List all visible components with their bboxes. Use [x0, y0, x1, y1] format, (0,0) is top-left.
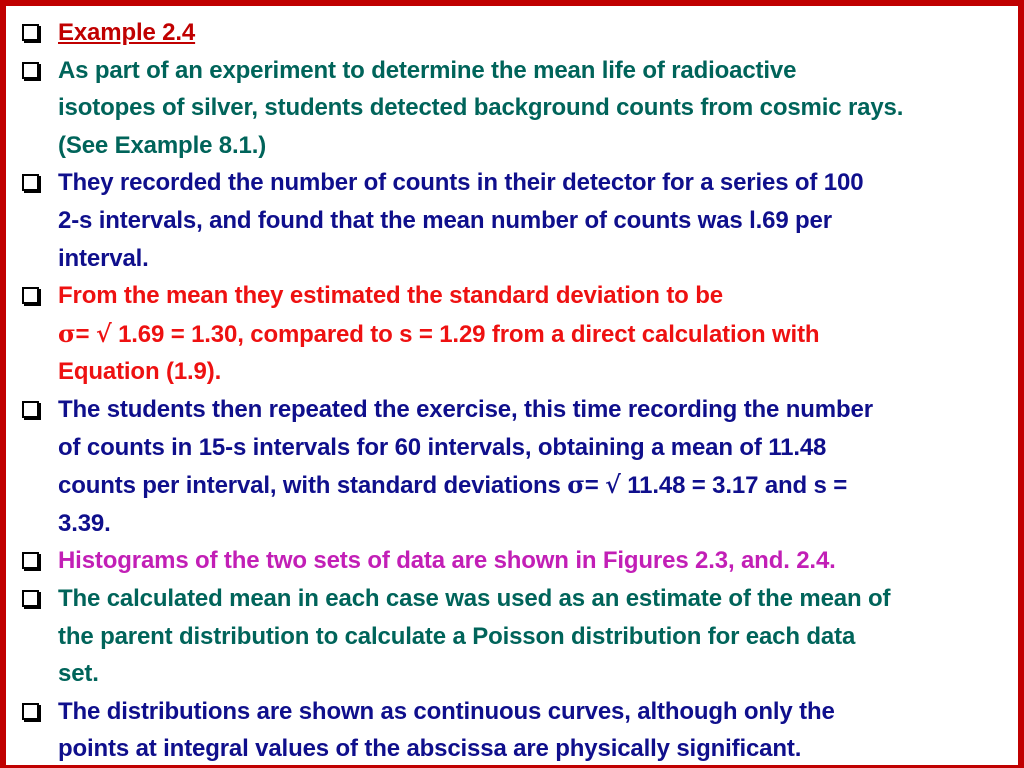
checkbox-bullet-icon: [22, 590, 39, 607]
bullet-title: [20, 14, 1016, 52]
bullet-line: [58, 466, 1016, 505]
sqrt-symbol: √: [95, 318, 112, 348]
bullet-line: set.: [58, 660, 99, 688]
bullet-histograms: [20, 542, 1016, 580]
formula-text: 11.48 = 3.17 and s =: [620, 472, 848, 500]
bullet-line: of counts in 15-s intervals for 60 intervals, obtaining a mean of 11.48: [58, 433, 827, 461]
checkbox-bullet-icon: [22, 24, 39, 41]
bullet-experiment: [20, 52, 1016, 165]
bullet-line: (See Example 8.1.): [58, 131, 267, 159]
bullet-calculated-mean: [20, 580, 1016, 693]
equals-text: =: [75, 320, 96, 348]
bullet-line: 3.39.: [58, 509, 111, 537]
bullet-line: Equation (1.9).: [58, 358, 222, 386]
bullet-line: the parent distribution to calculate a Poisson distribution for each data: [58, 622, 856, 650]
bullet-line: The calculated mean in each case was used as an estimate of the mean of: [58, 584, 891, 612]
slide-content: [20, 14, 1016, 768]
bullet-line: From the mean they estimated the standard deviation to be: [58, 282, 723, 310]
bullet-line: They recorded the number of counts in their detector for a series of 100: [58, 169, 864, 197]
bullet-repeated-exercise: [20, 391, 1016, 542]
sqrt-symbol: √: [605, 470, 621, 500]
bullet-recorded-counts: [20, 164, 1016, 277]
bullet-line: points at integral values of the abscissa are physically significant.: [58, 735, 802, 763]
bullet-line: [58, 315, 1016, 354]
bullet-line: As part of an experiment to determine the mean life of radioactive: [58, 56, 797, 84]
bullet-line: interval.: [58, 244, 149, 272]
formula-text: 1.69 = 1.30, compared to s = 1.29 from a direct calculation with: [111, 320, 820, 348]
equals-text: =: [584, 472, 606, 500]
bullet-line: Histograms of the two sets of data are shown in Figures 2.3, and. 2.4.: [58, 547, 836, 575]
bullet-line: 2-s intervals, and found that the mean number of counts was l.69 per: [58, 206, 832, 234]
counts-text: counts per interval, with standard deviations: [58, 472, 568, 500]
bullet-line: The distributions are shown as continuous curves, although only the: [58, 697, 835, 725]
bullet-line: The students then repeated the exercise, this time recording the number: [58, 395, 873, 423]
checkbox-bullet-icon: [22, 174, 39, 191]
bullet-distributions: [20, 693, 1016, 768]
checkbox-bullet-icon: [22, 552, 39, 569]
sigma-symbol: σ: [567, 470, 585, 500]
bullet-line: isotopes of silver, students detected background counts from cosmic rays.: [58, 94, 904, 122]
checkbox-bullet-icon: [22, 62, 39, 79]
checkbox-bullet-icon: [22, 401, 39, 418]
example-title: Example 2.4: [58, 19, 196, 46]
checkbox-bullet-icon: [22, 703, 39, 720]
sigma-symbol: σ: [58, 318, 76, 348]
checkbox-bullet-icon: [22, 287, 39, 304]
bullet-standard-deviation: [20, 277, 1016, 391]
